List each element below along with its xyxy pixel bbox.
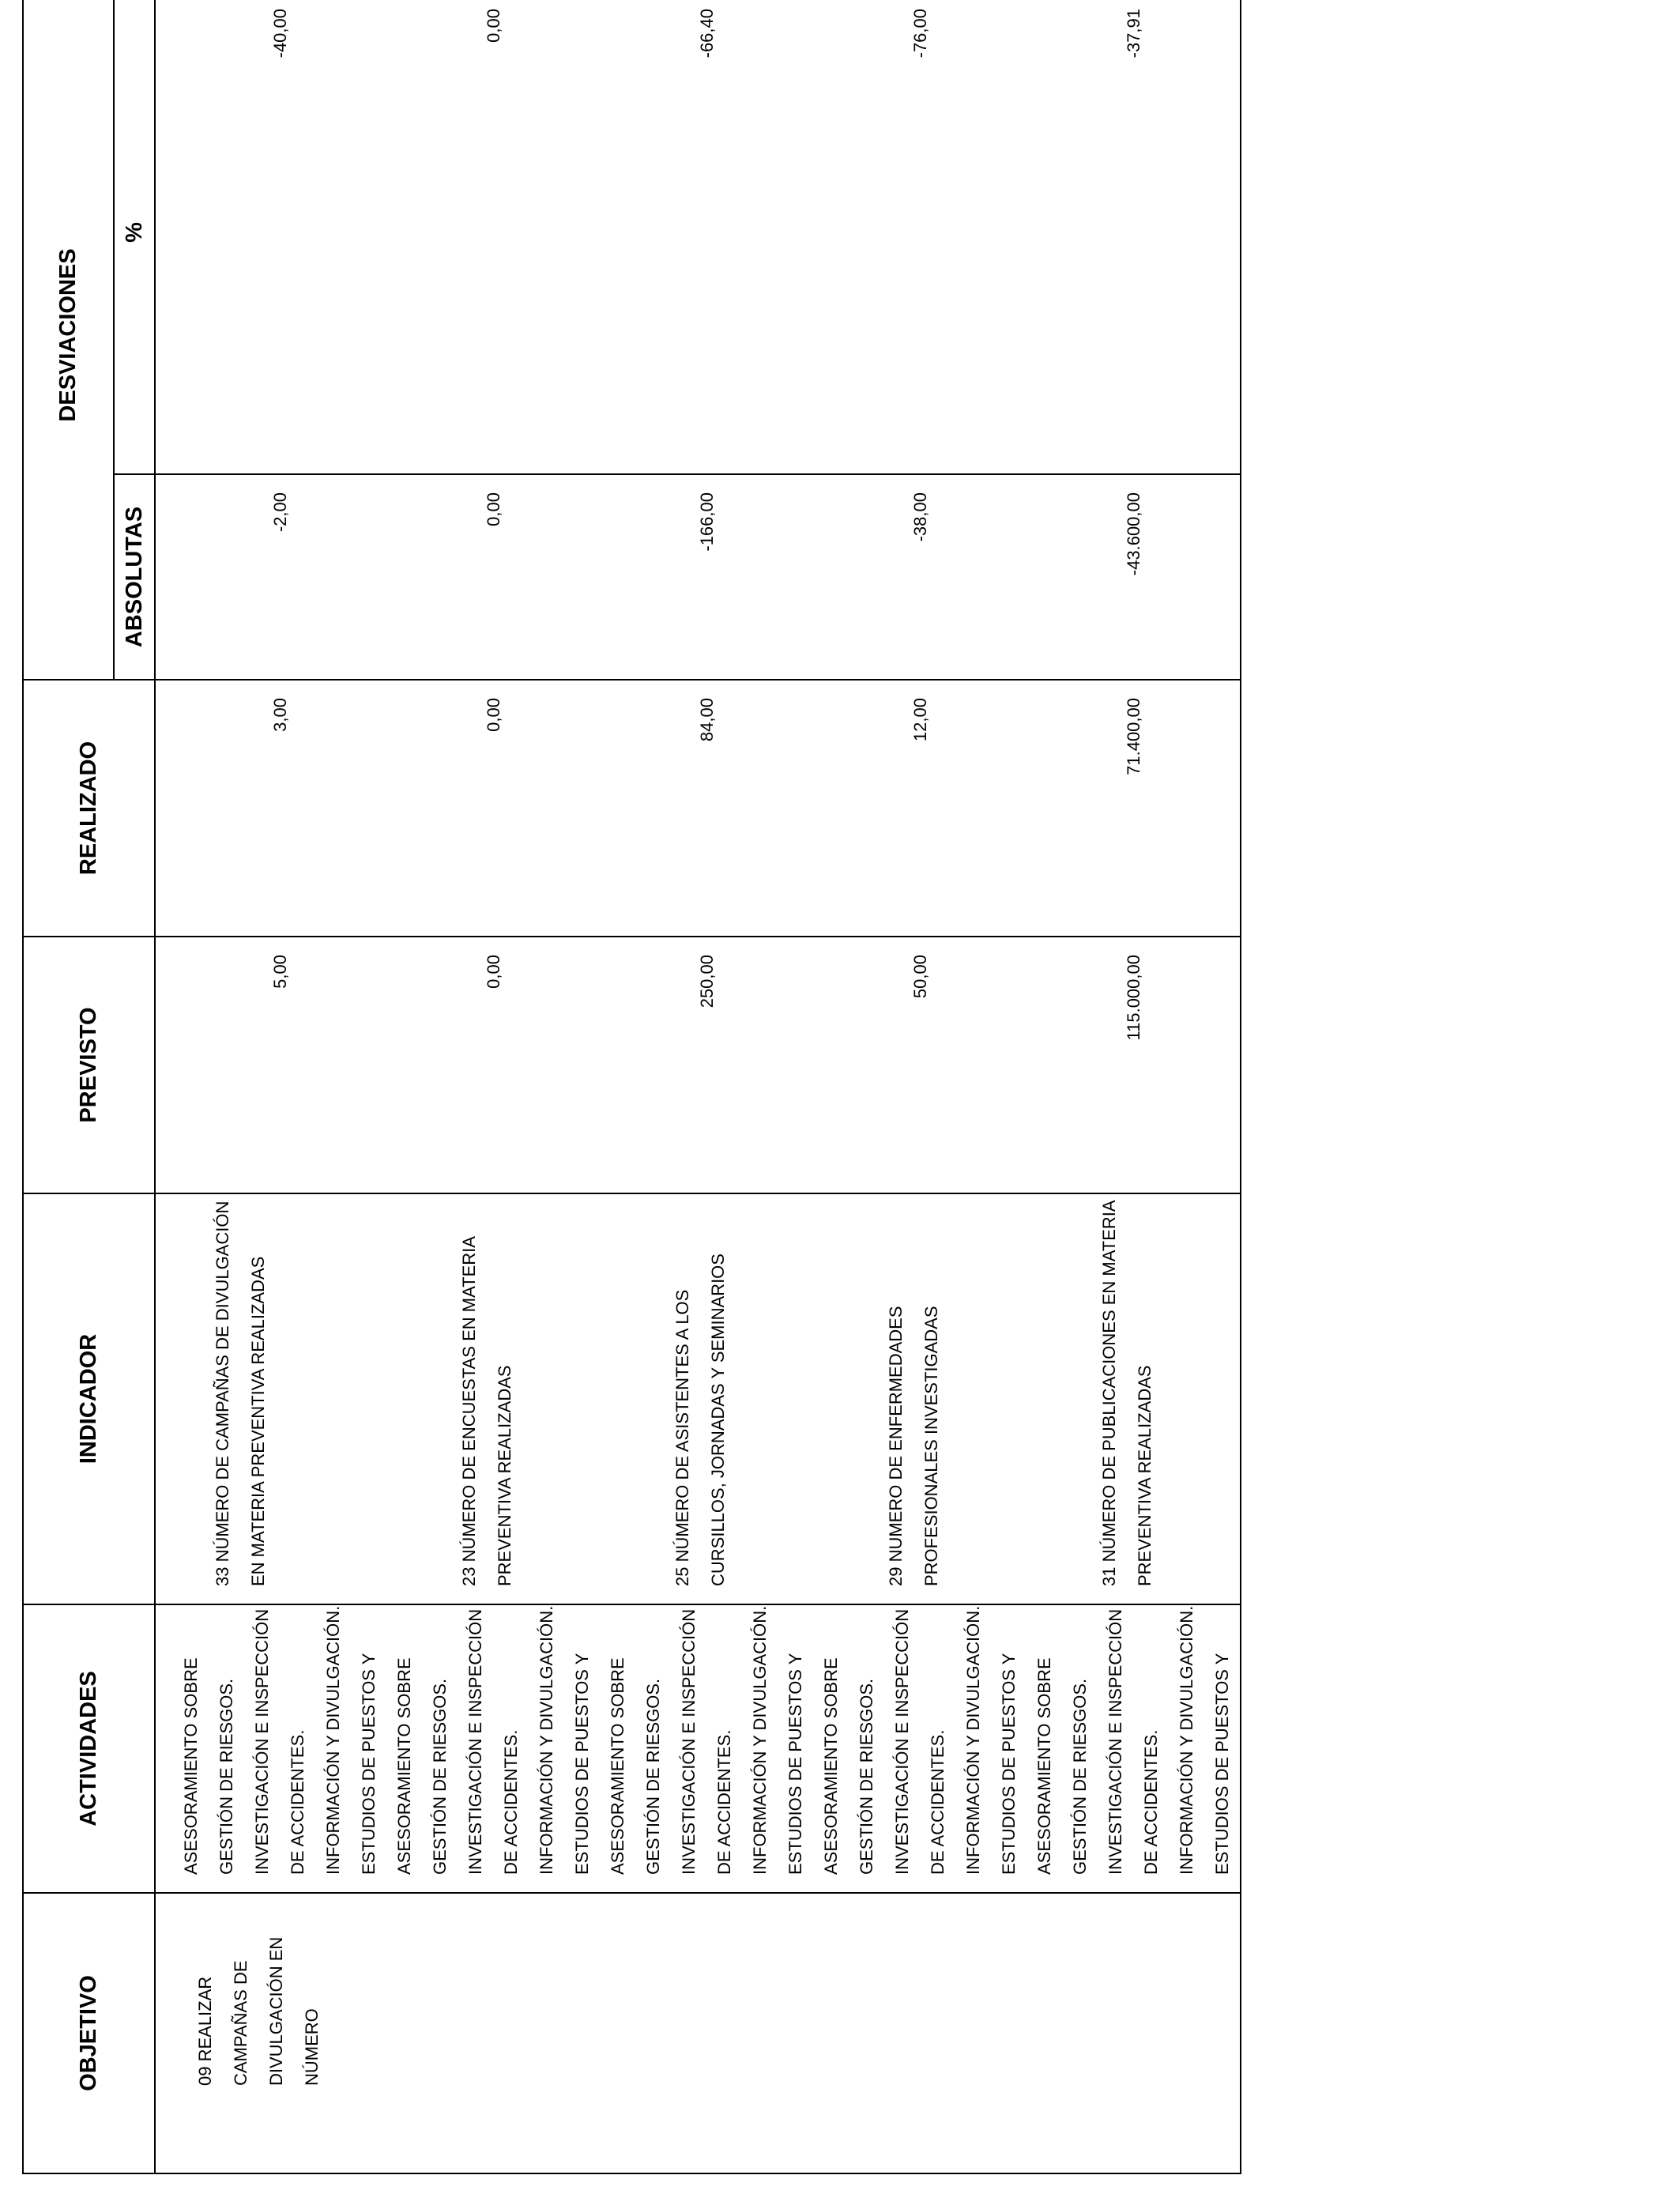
porcentaje-value: -76,00 xyxy=(910,8,930,58)
realizado-value: 84,00 xyxy=(697,698,717,742)
porcentaje-value: 0,00 xyxy=(484,8,503,43)
cell-objetivo xyxy=(155,1893,1241,2173)
absolutas-value: -43.600,00 xyxy=(1124,492,1143,576)
cell-actividades xyxy=(155,1604,1241,1893)
porcentaje-value: -37,91 xyxy=(1124,8,1143,58)
header-actividades: ACTIVIDADES xyxy=(23,1604,155,1893)
indicador-item xyxy=(1026,1194,1240,1604)
porcentaje-value: -66,40 xyxy=(697,8,717,58)
previsto-value: 250,00 xyxy=(697,955,717,1008)
header-realizado: REALIZADO xyxy=(23,680,155,937)
cell-porcentaje xyxy=(155,0,1241,474)
indicador-text: 33 NÚMERO DE CAMPAÑAS DE DIVULGACIÓN EN MATERIA PREVENTIVA REALIZADAS xyxy=(213,1201,268,1586)
actividad-item: ASESORAMIENTO SOBRE GESTIÓN DE RIESGOS. INVESTIGACIÓN E INSPECCIÓN DE ACCIDENTES. INFORMACIÓN Y DIVULGACIÓN. ESTUDIOS DE PUESTOS Y xyxy=(1034,1605,1232,1875)
indicador-item xyxy=(386,1194,600,1604)
cell-indicador xyxy=(155,1193,1241,1604)
indicador-text: 29 NUMERO DE ENFERMEDADES PROFESIONALES INVESTIGADAS xyxy=(886,1306,941,1586)
report-table xyxy=(22,0,1241,2174)
indicador-text: 25 NÚMERO DE ASISTENTES A LOS CURSILLOS, JORNADAS Y SEMINARIOS xyxy=(672,1253,728,1586)
indicador-text: 23 NÚMERO DE ENCUESTAS EN MATERIA PREVENTIVA REALIZADAS xyxy=(459,1237,514,1586)
header-indicador: INDICADOR xyxy=(23,1193,155,1604)
header-previsto: PREVISTO xyxy=(23,937,155,1193)
header-desviaciones: DESVIACIONES xyxy=(23,0,114,680)
realizado-value: 0,00 xyxy=(484,698,503,732)
header-objetivo: OBJETIVO xyxy=(23,1893,155,2173)
previsto-value: 0,00 xyxy=(484,955,503,989)
realizado-value: 12,00 xyxy=(910,698,930,742)
absolutas-value: -166,00 xyxy=(697,492,717,552)
actividad-item: ASESORAMIENTO SOBRE GESTIÓN DE RIESGOS. INVESTIGACIÓN E INSPECCIÓN DE ACCIDENTES. INFORMACIÓN Y DIVULGACIÓN. ESTUDIOS DE PUESTOS Y xyxy=(394,1605,592,1875)
absolutas-value: 0,00 xyxy=(484,492,503,526)
previsto-value: 115.000,00 xyxy=(1124,955,1143,1041)
previsto-value: 5,00 xyxy=(270,955,290,989)
realizado-value: 3,00 xyxy=(270,698,290,732)
cell-absolutas xyxy=(155,474,1241,680)
cell-previsto xyxy=(155,937,1241,1193)
absolutas-value: -38,00 xyxy=(910,492,930,542)
indicador-text: 31 NÚMERO DE PUBLICACIONES EN MATERIA PREVENTIVA REALIZADAS xyxy=(1099,1201,1155,1586)
actividad-item: ASESORAMIENTO SOBRE GESTIÓN DE RIESGOS. INVESTIGACIÓN E INSPECCIÓN DE ACCIDENTES. INFORMACIÓN Y DIVULGACIÓN. ESTUDIOS DE PUESTOS Y xyxy=(821,1605,1019,1875)
previsto-value: 50,00 xyxy=(910,955,930,999)
realizado-value: 71.400,00 xyxy=(1124,698,1143,775)
header-porcentaje: % xyxy=(114,0,155,474)
indicador-item xyxy=(173,1194,386,1604)
indicador-item xyxy=(600,1194,813,1604)
absolutas-value: -2,00 xyxy=(270,492,290,533)
indicador-item xyxy=(813,1194,1026,1604)
porcentaje-value: -40,00 xyxy=(270,8,290,58)
header-absolutas: ABSOLUTAS xyxy=(114,474,155,680)
cell-realizado xyxy=(155,680,1241,937)
actividad-item: ASESORAMIENTO SOBRE GESTIÓN DE RIESGOS. INVESTIGACIÓN E INSPECCIÓN DE ACCIDENTES. INFORMACIÓN Y DIVULGACIÓN. ESTUDIOS DE PUESTOS Y xyxy=(608,1605,805,1875)
actividad-item: ASESORAMIENTO SOBRE GESTIÓN DE RIESGOS. INVESTIGACIÓN E INSPECCIÓN DE ACCIDENTES. INFORMACIÓN Y DIVULGACIÓN. ESTUDIOS DE PUESTOS Y xyxy=(181,1605,379,1875)
objetivo-text: 09 REALIZAR CAMPAÑAS DE DIVULGACIÓN EN NÚMERO xyxy=(195,1936,322,2086)
